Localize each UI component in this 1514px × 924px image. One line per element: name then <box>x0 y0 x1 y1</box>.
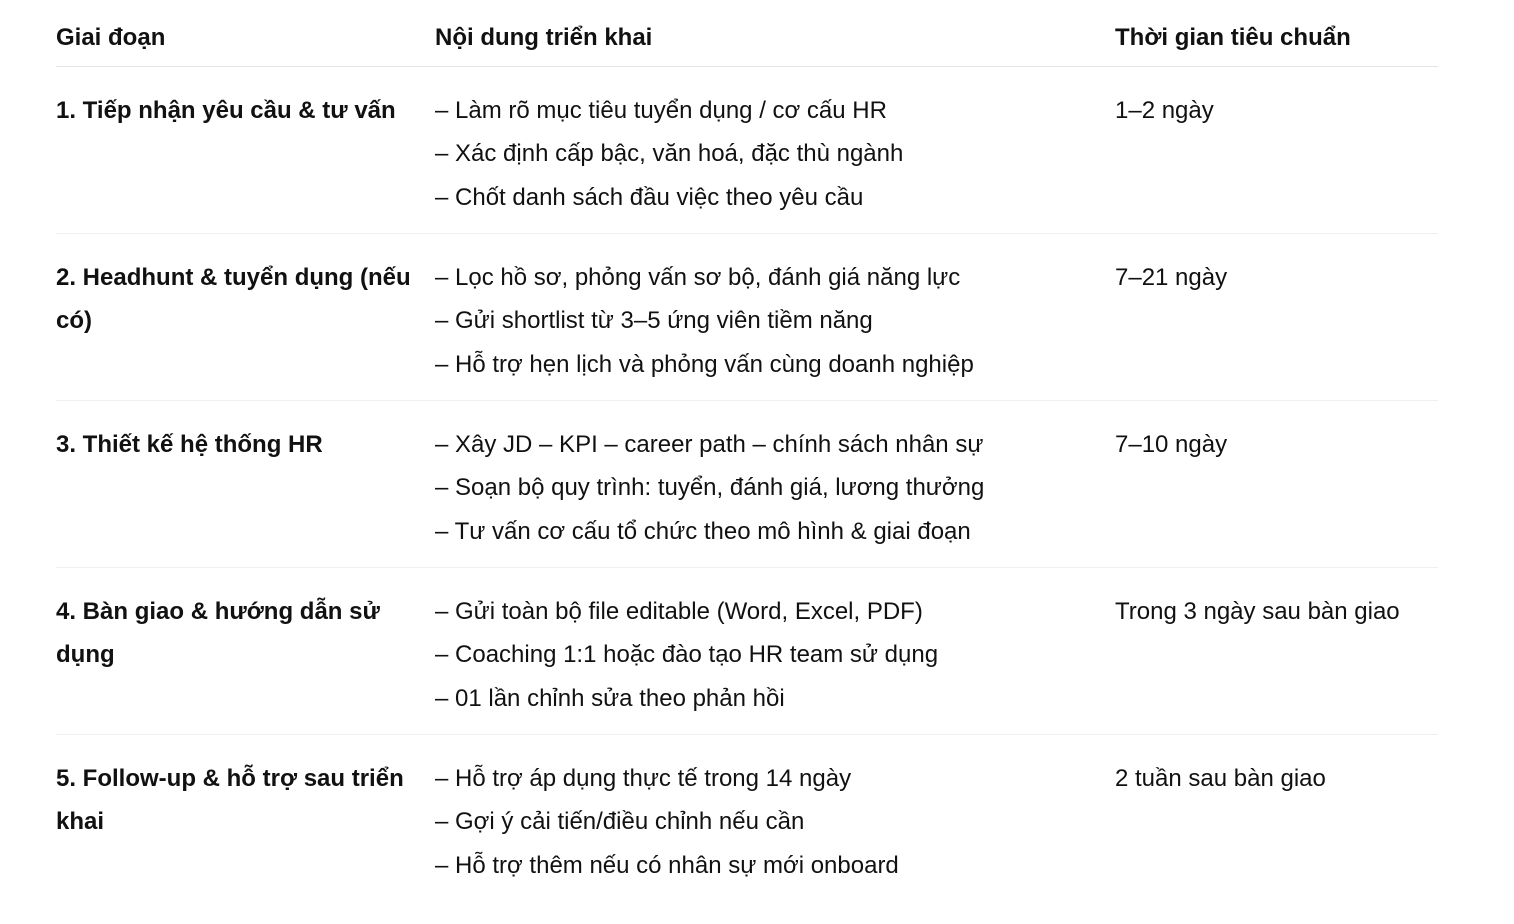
stage-cell: 4. Bàn giao & hướng dẫn sử dụng <box>56 598 380 669</box>
content-item: – Xây JD – KPI – career path – chính sách nhân sự <box>435 431 984 458</box>
header-stage: Giai đoạn <box>56 24 166 51</box>
content-cell <box>435 89 1115 233</box>
content-item: – Làm rõ mục tiêu tuyển dụng / cơ cấu HR <box>435 97 887 124</box>
content-item: – Coaching 1:1 hoặc đào tạo HR team sử dụng <box>435 641 939 669</box>
table-row <box>56 735 1438 902</box>
content-item: – Gửi shortlist từ 3–5 ứng viên tiềm năng <box>435 307 873 335</box>
content-cell <box>435 256 1115 400</box>
stage-cell: 3. Thiết kế hệ thống HR <box>56 431 323 458</box>
content-item: – Hỗ trợ thêm nếu có nhân sự mới onboard <box>435 851 899 879</box>
content-item: – Soạn bộ quy trình: tuyển, đánh giá, lương thưởng <box>435 474 985 502</box>
header-content: Nội dung triển khai <box>435 24 653 51</box>
time-cell: 1–2 ngày <box>1115 97 1214 124</box>
content-item: – Hỗ trợ áp dụng thực tế trong 14 ngày <box>435 765 852 792</box>
table-row <box>56 401 1438 568</box>
content-item: – Gợi ý cải tiến/điều chỉnh nếu cần <box>435 808 805 836</box>
content-cell <box>435 590 1115 734</box>
time-cell: 7–21 ngày <box>1115 264 1228 291</box>
time-cell: 7–10 ngày <box>1115 431 1228 458</box>
content-cell <box>435 423 1115 567</box>
header-time: Thời gian tiêu chuẩn <box>1115 24 1351 51</box>
content-item: – Tư vấn cơ cấu tổ chức theo mô hình & giai đoạn <box>435 517 971 545</box>
content-item: – Gửi toàn bộ file editable (Word, Excel, PDF) <box>435 598 923 625</box>
table-row <box>56 568 1438 735</box>
table-row <box>56 234 1438 401</box>
table-header <box>56 0 1438 67</box>
content-item: – Lọc hồ sơ, phỏng vấn sơ bộ, đánh giá năng lực <box>435 264 961 291</box>
content-item: – 01 lần chỉnh sửa theo phản hồi <box>435 684 785 712</box>
time-cell: Trong 3 ngày sau bàn giao <box>1115 598 1400 625</box>
process-table <box>56 0 1438 902</box>
stage-cell: 2. Headhunt & tuyển dụng (nếu có) <box>56 264 411 335</box>
content-cell <box>435 757 1115 902</box>
content-item: – Chốt danh sách đầu việc theo yêu cầu <box>435 183 864 211</box>
time-cell: 2 tuần sau bàn giao <box>1115 765 1326 792</box>
stage-cell: 1. Tiếp nhận yêu cầu & tư vấn <box>56 97 396 124</box>
content-item: – Xác định cấp bậc, văn hoá, đặc thù ngành <box>435 140 904 168</box>
table-row <box>56 67 1438 234</box>
content-item: – Hỗ trợ hẹn lịch và phỏng vấn cùng doanh nghiệp <box>435 350 974 378</box>
stage-cell: 5. Follow-up & hỗ trợ sau triển khai <box>56 765 404 836</box>
